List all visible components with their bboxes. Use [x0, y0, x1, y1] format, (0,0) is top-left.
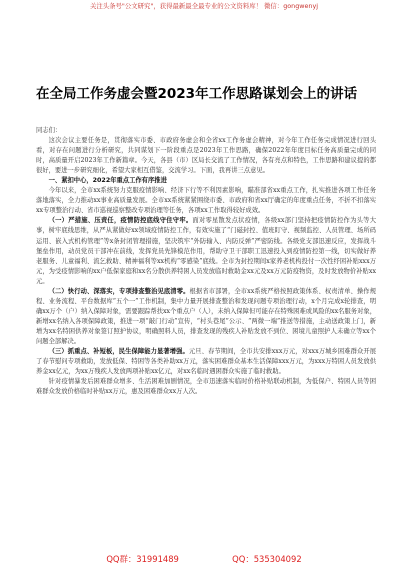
- paragraph-inspection: [36, 287, 376, 347]
- paragraph-subsidy: 针对疫情暴发后困难群众增多、生活困难加剧情况，全市迅速落实临时价格补贴联动机制，为低保户、特困人员等困难群众发放价格临时补贴xx万元，惠及困难群众xx万人次。: [36, 378, 376, 396]
- subheading-welfare: （三）抓重点、补短板，民生保障能力显著增强。: [48, 348, 189, 356]
- section-heading-1: 一、紧扣中心，2022年重点工作有序推进: [48, 177, 167, 185]
- paragraph-welfare: [36, 347, 376, 377]
- document-body: [36, 126, 376, 397]
- paragraph-intro: 这次会议主要任务是，贯彻落实市委、市政府务虚会和全省xx工作务虚会精神，对今年工作任务完成情况进行回头看，对存在问题进行分析研究，共同谋划下一阶段重点是2023年工作思路，确保2022年年度目标任务高质量完成的同时，高质量开启2023年工作新篇章。今天，各县（市）区局长交流了工作情况，各有亮点和特色，工作思路和建议提的都很好，要进一步研究细化，希望大家相互借鉴，交流学习。下面，我再讲三点意见。: [36, 137, 376, 175]
- qq-group: QQ群：31991489: [106, 554, 179, 564]
- paragraph-epidemic: [36, 216, 376, 286]
- promo-banner: [0, 2, 408, 11]
- promo-banner-text: 关注头条号"公文研究"，获得最新最全最专业的公文资料库！ 微信：gongwenyj: [89, 2, 319, 10]
- subheading-inspection: （二）快行动、深落实，专项排查整治见底清零。: [48, 287, 190, 295]
- subheading-epidemic: （一）严措施、压责任，疫情防控底线守住守牢。: [48, 217, 193, 225]
- qq-contact: QQ：535304092: [232, 554, 302, 564]
- paragraph-welfare-text: 元旦、春节期间，全市共安排xxx万元，对xxx万城乡困难群众开展了春节慰问专项救助，发放低保、特困等各类补助xx万元，落实困难群众基本生活保障xxx万元，为xxx万特困人员发放供养金xx亿元，为xx万残疾人发放两项补贴xx亿元，对xx名临时遇困群众实施了临时救助。: [36, 348, 377, 376]
- document-title: 在全局工作务虚会暨2023年工作思路谋划会上的讲话: [36, 86, 358, 102]
- paragraph-epidemic-text: 面对零星散发点状疫情，各级xx部门坚持把疫情防控作为头等大事，树牢底线思维，从严从紧做好xx领域疫情防控工作，有效实施了“门磁封控、值班盯守、视频监控、人员管理、场所码运用、嵌入式机构管理”等x条封闭管理措施，坚决筑牢“外防输入、内防反弹”严密防线。各级党支部迅速反应，发挥战斗堡垒作用，动员党员干部冲在前线，发挥党员先锋模范作用，帮助守卫干部职工迅速投入到疫情防控第一线，切实做好养老服务、儿童福利、流乞救助、精神福利等xx机构“零感染”底线。全市为封控期间x家养老机构投付一次性纾困补贴xxx万元，为受疫情影响的xx户低保家庭和xx名分散供养特困人员发放临时救助金xx元及xx万元防疫物资，及时发放物价补贴xx元。: [36, 217, 376, 285]
- paragraph-inspection-text: 根据省市部署，全市xx系统严格按照政策体系、权责清单、操作规程、业务流程、平台数据库“五个一”工作机制，集中力量开展排查整治和发现问题专项治理行动，x个月完成x轮排查，明确xx万个（户）纳入保障对象，需要跟踪帮扶xx个重点户（人），未纳入保障但可能存在特殊困难或风险的xx名服务对象，新增xx名纳入各项保障政策，推进一项“敲门行动”宣传，“村头巷尾”公示、“两微一端”推送等措施，主动送政策上门，新增为xx名特困供养对象签订照护协议，明确照料人员，排查发现的残疾人补贴发放不到位、困境儿童照护人未确立等xx个问题全部解决。: [36, 287, 377, 345]
- salutation: 同志们：: [36, 127, 62, 134]
- paragraph-overview: 今年以来，全市xx系统努力克服疫情影响、经济下行等不利因素影响，瞄准部省xx重点工作，扎实推进各项工作任务落地落实，全力推动xx事业高质量发展。全市xx系统紧紧围绕市委、市政府和省xx厅确定的年度重点任务，不折不扣落实xx专项整治行动、省市巡视巡察整改专项治理等任务，各项xx工作取得较好成效。: [36, 187, 376, 215]
- contact-footer: [0, 553, 408, 565]
